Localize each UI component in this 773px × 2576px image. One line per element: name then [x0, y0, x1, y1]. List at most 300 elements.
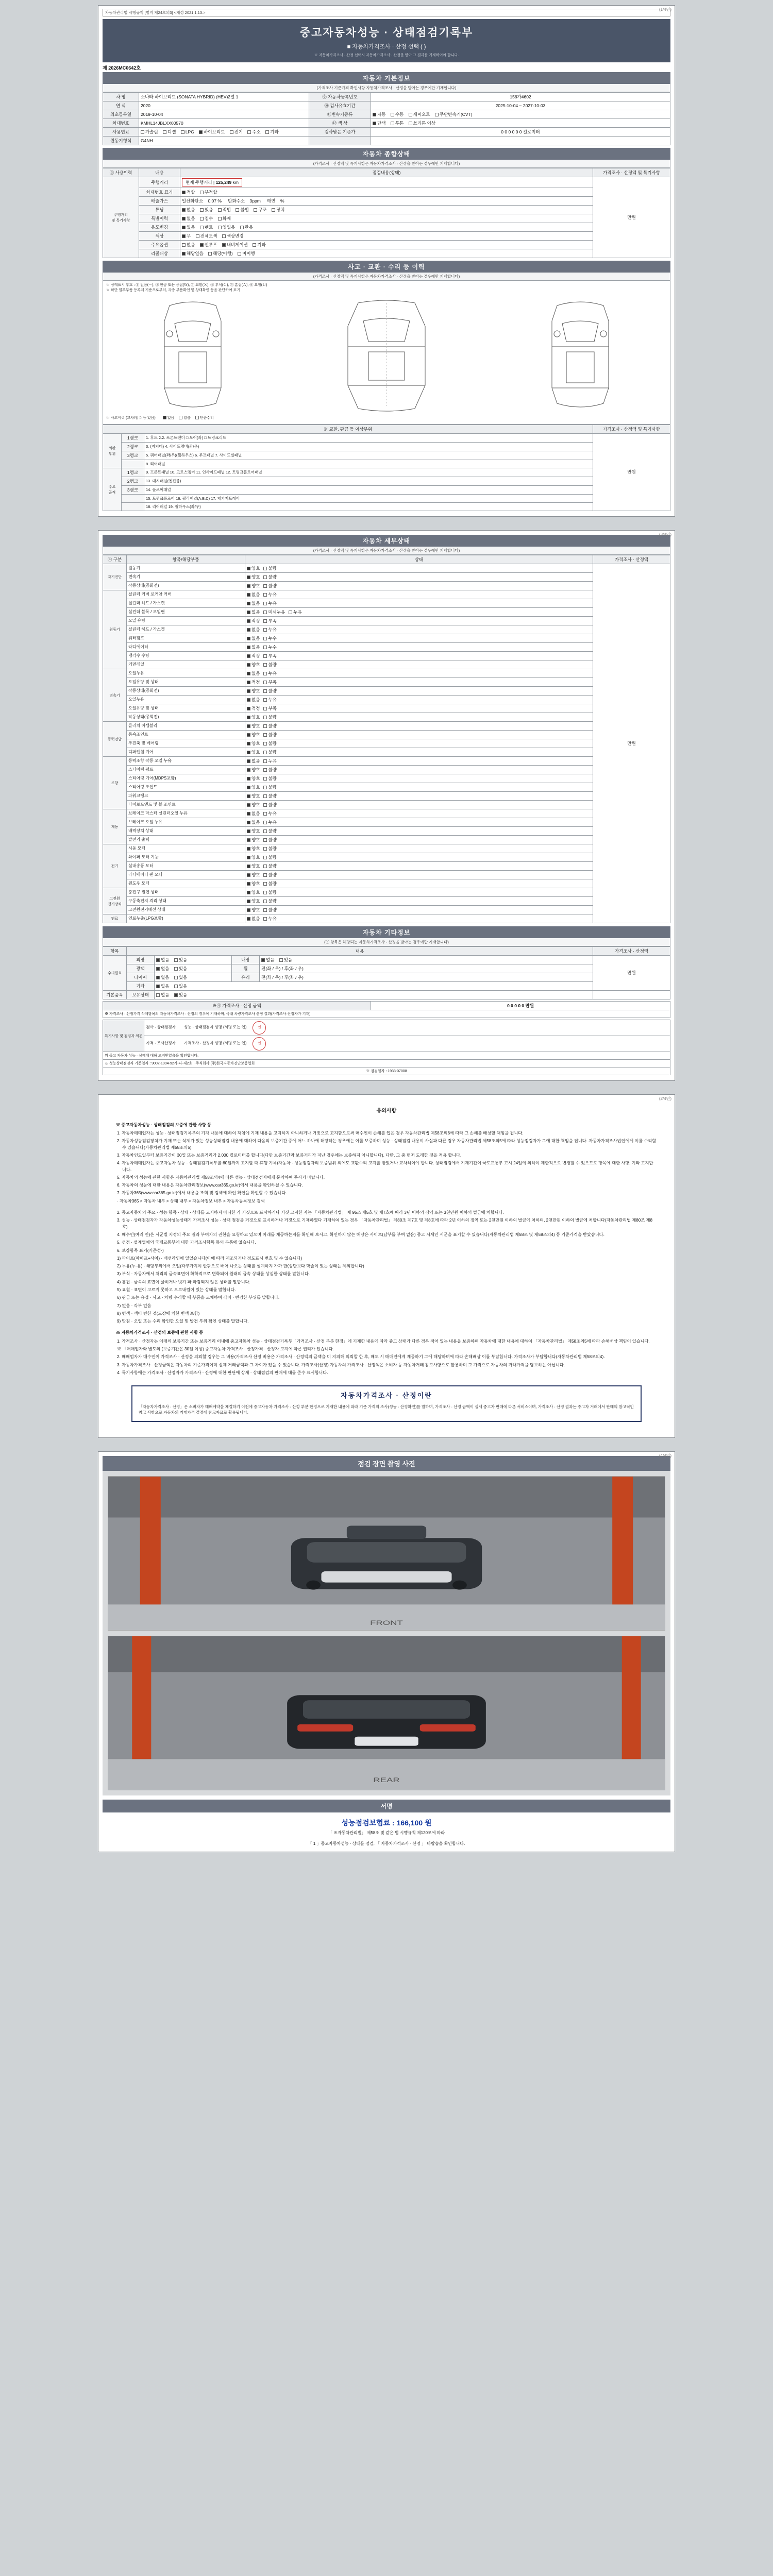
basic-label-engine-type: 원동기형식: [103, 137, 139, 145]
detail-item-name: 스티어링 조인트: [127, 783, 245, 791]
accident-parts-3a: 5. 쿼터패널(좌/우)(휠하우스) 6. 루프패널 7. 사이드실패널: [144, 451, 593, 460]
detail-item-name: 실린더 블록 / 오일팬: [127, 607, 245, 616]
detail-opt-1[interactable]: 누유: [263, 600, 276, 606]
detail-opt-1[interactable]: 불량: [263, 574, 276, 580]
detail-opt-1[interactable]: 누유: [263, 916, 276, 922]
detail-opt-1[interactable]: 누유: [263, 810, 276, 817]
notice-paragraph: 6. 자동차의 성능에 대한 내용은 자동차관리정보(www.car365.go.kr)에서 내용을 확인하실 수 있습니다.: [117, 1183, 304, 1188]
detail-opt-1[interactable]: 불량: [263, 863, 276, 869]
notice-section-3-title: ※ 자동차가격조사 · 산정의 보증에 관한 사항 등: [116, 1330, 204, 1335]
detail-opt-0[interactable]: 양호: [247, 775, 260, 782]
wheel-pos[interactable]: 전(좌 / 우) / 후(좌 / 우): [261, 965, 304, 971]
detail-opt-1[interactable]: 불량: [263, 872, 276, 878]
accident-history-label: ※ 사고이력 (교차/침수 등 있음): [106, 416, 156, 420]
detail-opt-1[interactable]: 불량: [263, 732, 276, 738]
detail-group-label: 전기: [103, 844, 127, 888]
detail-opt-0[interactable]: 양호: [247, 565, 260, 571]
special-opt-flood[interactable]: 침수: [200, 215, 213, 222]
section-basic-info-bar: 자동차 기본정보: [103, 72, 670, 84]
fee-note-2: 「 1 」중고자동차성능 · 상태를 점검, 「 자동차가격조사 · 산정 」 바랍습을 확인합니다.: [308, 1841, 465, 1846]
accident-opt-simple[interactable]: 단순수리: [195, 416, 214, 421]
accident-rank-4b: [122, 494, 144, 502]
notice-section-2: [116, 1210, 657, 1325]
notice-paragraph: 8) 변색 · 색이 변한 것(도장에 의한 변색 포함): [117, 1311, 200, 1316]
option-opt-none[interactable]: 없음: [182, 242, 195, 248]
basic-value-firstreg: 2019-10-04: [139, 110, 309, 119]
detail-row: [103, 607, 670, 616]
vin-opt-ok[interactable]: 적합: [182, 189, 195, 195]
glass-pos[interactable]: 전(좌 / 우) / 후(좌 / 우): [261, 974, 304, 980]
basic-value-carname: 소나타 하이브리드 (SONATA HYBRID) (HEV)2열 1: [139, 93, 309, 101]
tuning-opt-structure[interactable]: 구조: [254, 207, 266, 213]
detail-opt-0[interactable]: 양호: [247, 784, 260, 790]
section-detail-bar: 자동차 세부상태: [103, 535, 670, 547]
detail-opt-0[interactable]: 양호: [247, 802, 260, 808]
detail-item-state: [245, 870, 593, 879]
document-subnote: ※ 자동차가격조사 · 산정 선택시 자동차가격조사 · 산정을 받아 그 결과를 기재하여야 합니다.: [314, 54, 459, 58]
notice-paragraph: 5. 자동차의 성능에 관한 사항은 자동차관리법 제58조의4에 따른 성능 · 상태점검자에게 문의하여 주시기 바랍니다.: [117, 1175, 325, 1180]
svg-text:REAR: REAR: [373, 1776, 400, 1784]
etc-col-2: 내용: [127, 946, 593, 955]
etc-std-sub: 보유상태: [127, 990, 155, 999]
detail-row: [103, 844, 670, 853]
detail-item-state: [245, 914, 593, 923]
notice-paragraph: 2. 자동차성능점검장치가 기재 또는 삭제가 있는 성능상태점검 내용에 대하여 다음의 보증기간 중에 어느 하나에 해당하는 경우에는 이를 보증하며 성능 · 상태점검 내용이 사실과 다른 경우 자동차관리법 제58조의5에 따라 성능점검자가 그에 대한 책임을 집니다. 자동차가격조사법인에게 이를 수리할 수 있습니다(자동차관리법 제58조의5).: [117, 1139, 657, 1150]
inspector-stamp-icon: 인: [253, 1021, 266, 1035]
fuel-opt-diesel[interactable]: 디젤: [163, 129, 176, 135]
detail-opt-0[interactable]: 없음: [247, 635, 260, 641]
fuel-opt-gasoline[interactable]: 가솔린: [141, 129, 158, 135]
recall-opt-yes[interactable]: 해당(이행): [208, 250, 233, 257]
detail-opt-0[interactable]: 양호: [247, 793, 260, 799]
etc-label-tire: 타이어: [127, 973, 155, 981]
basic-value-engine-type: G4NH: [139, 137, 309, 145]
detail-row: [103, 616, 670, 625]
basic-value-regnum: 156가4602: [371, 93, 670, 101]
detail-opt-0[interactable]: 없음: [247, 609, 260, 615]
detail-row: [103, 572, 670, 581]
ext-opt-yes[interactable]: 있음: [174, 957, 187, 963]
accident-diagram-area: [103, 281, 670, 424]
emission-smoke-label[interactable]: 매연: [267, 198, 276, 204]
detail-opt-1[interactable]: 불량: [263, 688, 276, 694]
detail-item-name: 오일유량 및 상태: [127, 677, 245, 686]
detail-item-name: 충전구 절연 상태: [127, 888, 245, 896]
detail-opt-1[interactable]: 불량: [263, 749, 276, 755]
detail-opt-1[interactable]: 불량: [263, 845, 276, 852]
detail-opt-0[interactable]: 양호: [247, 767, 260, 773]
accident-rank-2a: 2랭크: [122, 442, 144, 451]
detail-opt-0[interactable]: 없음: [247, 591, 260, 598]
detail-item-name: 브레이크 오일 누유: [127, 818, 245, 826]
detail-item-name: 연료누출(LPG포함): [127, 914, 245, 923]
detail-opt-0[interactable]: 양호: [247, 828, 260, 834]
detail-opt-1[interactable]: 부족: [263, 679, 276, 685]
detail-opt-1[interactable]: 부족: [263, 705, 276, 711]
detail-group-label: 동력전달: [103, 721, 127, 756]
section-overall-bar: 자동차 종합상태: [103, 148, 670, 160]
document-subtitle: ■ 자동차가격조사 · 산정 선택 ( ): [347, 44, 426, 50]
detail-item-state: [245, 739, 593, 748]
transmission-opt-auto[interactable]: 자동: [373, 111, 385, 117]
detail-row: [103, 642, 670, 651]
detail-opt-0[interactable]: 양호: [247, 723, 260, 729]
accident-parts-3b: 14. 플로어패널: [144, 485, 593, 494]
tuning-opt-yes[interactable]: 있음: [200, 207, 213, 213]
pol-opt-yes[interactable]: 있음: [174, 965, 187, 972]
overall-col-1: ③ 사용이력: [103, 168, 139, 177]
notice-paragraph: 6) 판금 또는 용접 · 사고 · 차량 수리할 때 부품을 교체하여 각이 · 변경한 부위를 말합니다.: [117, 1295, 280, 1300]
accident-rank-3a: 3랭크: [122, 451, 144, 460]
detail-opt-0[interactable]: 없음: [247, 819, 260, 825]
overall-row-label-tuning: 튜닝: [139, 206, 180, 214]
detail-opt-0[interactable]: 양호: [247, 662, 260, 668]
accident-opt-none[interactable]: 없음: [163, 416, 175, 421]
detail-opt-0[interactable]: 양호: [247, 688, 260, 694]
basic-label-vin: 차대번호: [103, 119, 139, 128]
signature-row-inspector: [144, 1020, 670, 1036]
transmission-opt-semi[interactable]: 세미오토: [409, 111, 430, 117]
tire-opt-yes[interactable]: 있음: [174, 974, 187, 980]
detail-opt-0[interactable]: 양호: [247, 863, 260, 869]
overall-row-label-special: 특별이력: [139, 214, 180, 223]
detail-opt-1[interactable]: 불량: [263, 837, 276, 843]
detail-item-state: [245, 572, 593, 581]
detail-opt-1[interactable]: 불량: [263, 767, 276, 773]
detail-item-state: [245, 616, 593, 625]
detail-item-state: [245, 774, 593, 783]
detail-opt-0[interactable]: 없음: [247, 670, 260, 676]
detail-opt-0[interactable]: 양호: [247, 907, 260, 913]
detail-opt-1[interactable]: 누유: [263, 591, 276, 598]
detail-opt-0[interactable]: 양호: [247, 854, 260, 860]
detail-opt-0[interactable]: 없음: [247, 758, 260, 764]
overall-row-label-color: 색상: [139, 232, 180, 241]
appraisal-definition-title: 자동차가격조사 · 산정이란: [341, 1392, 432, 1400]
detail-opt-1[interactable]: 불량: [263, 889, 276, 895]
detail-item-state: [245, 713, 593, 721]
detail-opt-0[interactable]: 적정: [247, 679, 260, 685]
overall-col-2: 내용: [139, 168, 180, 177]
detail-opt-0[interactable]: 양호: [247, 898, 260, 904]
color2-opt-all[interactable]: 전체도색: [196, 233, 217, 239]
detail-opt-0[interactable]: 적정: [247, 618, 260, 624]
detail-opt-0[interactable]: 양호: [247, 837, 260, 843]
detail-opt-1[interactable]: 불량: [263, 740, 276, 747]
transmission-opt-manual[interactable]: 수동: [391, 111, 404, 117]
std-opt-none[interactable]: 없음: [156, 992, 169, 998]
etc-col-3: 가격조사 · 산정액: [593, 946, 670, 955]
detail-row: [103, 564, 670, 572]
detail-opt-0[interactable]: 양호: [247, 749, 260, 755]
fuel-opt-hydrogen[interactable]: 수소: [247, 129, 260, 135]
ext-opt-none[interactable]: 없음: [156, 957, 169, 963]
detail-group-label: 연료: [103, 914, 127, 923]
notice-paragraph: 7) 없음 · 각부 없음: [117, 1303, 152, 1308]
detail-opt-0[interactable]: 없음: [247, 810, 260, 817]
special-opt-none[interactable]: 없음: [182, 215, 195, 222]
detail-opt-1[interactable]: 불량: [263, 880, 276, 887]
appraisal-definition-box: [131, 1385, 642, 1421]
detail-opt-1[interactable]: 불량: [263, 662, 276, 668]
detail-opt-1[interactable]: 누수: [263, 644, 276, 650]
detail-group-label: 자기진단: [103, 564, 127, 590]
detail-row: [103, 791, 670, 800]
notice-paragraph: 3. 자동차인도일부터 보증기간이 30일 또는 보증거리가 2,000 킬로미터를 합니다(다만 보증기간과 보증거리가 지난 경우에는 보증하지 아니합니다). 다만, 그 중 먼저 도래한 것을 적용 합니다.: [117, 1153, 462, 1158]
usage-opt-etc[interactable]: 관용: [240, 224, 253, 230]
overall-row-label-option: 주요옵션: [139, 241, 180, 249]
detail-opt-1[interactable]: 불량: [263, 784, 276, 790]
color2-opt-none[interactable]: 무: [182, 233, 191, 239]
overall-row-value-emission: [180, 197, 593, 206]
detail-opt-0[interactable]: 양호: [247, 889, 260, 895]
total-label: ※④ 가격조사 · 산정 금액: [103, 1001, 371, 1010]
detail-item-state: [245, 564, 593, 572]
detail-item-name: 실린더 커버 로커암 커버: [127, 590, 245, 599]
etc-label-other: 기타: [127, 981, 155, 990]
detail-row: [103, 800, 670, 809]
basic-value-color: [371, 119, 670, 128]
option-opt-etc[interactable]: 기타: [253, 242, 265, 248]
emission-hc-value: 3ppm: [249, 198, 261, 204]
accident-history-row: [106, 416, 667, 421]
detail-item-state: [245, 791, 593, 800]
basic-label-inspection: ⑩ 검사유효기간: [309, 101, 371, 110]
page-2-corner: (3/4면): [659, 532, 671, 537]
overall-row-label-mileage: 주행거리: [139, 177, 180, 188]
detail-opt-0[interactable]: 양호: [247, 740, 260, 747]
transmission-opt-cvt[interactable]: 무단변속기(CVT): [435, 111, 473, 117]
detail-opt-0[interactable]: 양호: [247, 880, 260, 887]
tuning-opt-none[interactable]: 없음: [182, 207, 195, 213]
detail-opt-1[interactable]: 누수: [263, 635, 276, 641]
detail-item-state: [245, 756, 593, 765]
usage-opt-biz[interactable]: 영업용: [218, 224, 236, 230]
special-opt-fire[interactable]: 화재: [218, 215, 231, 222]
detail-item-state: [245, 826, 593, 835]
detail-item-state: [245, 730, 593, 739]
document-number: [103, 64, 670, 71]
detail-opt-0[interactable]: 없음: [247, 600, 260, 606]
detail-opt-0[interactable]: 양호: [247, 583, 260, 589]
photo-rear-view: [108, 1636, 665, 1790]
fuel-opt-hybrid[interactable]: 하이브리드: [199, 129, 225, 135]
detail-row: [103, 660, 670, 669]
detail-item-state: [245, 835, 593, 844]
detail-row: [103, 625, 670, 634]
section-basic-info-subnote: (가격조사 기준가격 확인사항 자동차가격조사 · 산정을 받아는 경우에만 기재합니다): [103, 84, 670, 92]
overall-row-label-vin: 차대번호 표기: [139, 188, 180, 197]
detail-row: [103, 634, 670, 642]
detail-item-state: [245, 581, 593, 590]
usage-opt-rent[interactable]: 렌트: [200, 224, 213, 230]
tuning-opt-legal[interactable]: 적법: [218, 207, 231, 213]
etc-label-polish: 광택: [127, 964, 155, 973]
detail-item-name: 스티어링 기어(MDPS포함): [127, 774, 245, 783]
fuel-opt-electric[interactable]: 전기: [230, 129, 243, 135]
etc-std-value: [155, 990, 593, 999]
accident-parts-4a: 8. 리어패널: [144, 460, 593, 468]
photo-front-view: [108, 1476, 665, 1631]
detail-opt-0[interactable]: 양호: [247, 845, 260, 852]
notice-paragraph: 6. 보강항목 표기(기준성·): [117, 1248, 164, 1253]
tire-opt-none[interactable]: 없음: [156, 974, 169, 980]
overall-row-label-emission: 배출가스: [139, 197, 180, 206]
detail-row: [103, 599, 670, 607]
detail-opt-1[interactable]: 불량: [263, 723, 276, 729]
detail-opt-0[interactable]: 양호: [247, 574, 260, 580]
detail-opt-1[interactable]: 불량: [263, 775, 276, 782]
notice-paragraph: 3. 자동차가격조사 · 산정금액은 자동차의 기준가격이며 실제 거래금액과 그 차이가 있을 수 있습니다. 가격조사(산정) 자동차의 가격조사 · 산정액은 소비자 등 자동차거래 참고사항으로 활용하며 그 가격으로 자동차의 거래가격을 담보하는 아닙니다.: [117, 1362, 565, 1367]
recall-opt-no[interactable]: 해당없음: [182, 250, 204, 257]
detail-opt-1[interactable]: 누유: [263, 670, 276, 676]
notice-paragraph: · 자동차365 > 자동차 내부 > 상태 내부 > 자동차정보 내부 > 자동차등록정보 검색: [117, 1198, 265, 1204]
basic-label-blank1: [309, 137, 371, 145]
int-opt-none[interactable]: 없음: [261, 957, 274, 963]
fuel-opt-lpg[interactable]: LPG: [181, 129, 194, 134]
detail-opt-0[interactable]: 없음: [247, 626, 260, 633]
detail-opt-1[interactable]: 불량: [263, 793, 276, 799]
detail-group-label: 변속기: [103, 669, 127, 721]
detail-row: [103, 809, 670, 818]
other-opt-none[interactable]: 없음: [156, 983, 169, 989]
detail-opt-0[interactable]: 적정: [247, 653, 260, 659]
detail-item-state: [245, 625, 593, 634]
overall-row-value-color: [180, 232, 593, 241]
etc-value-interior: [260, 955, 593, 964]
detail-opt-1[interactable]: 불량: [263, 802, 276, 808]
detail-opt-1[interactable]: 부족: [263, 653, 276, 659]
notice-paragraph: 4. 자동차매매업자는 중고자동차 성능 · 상태점검기록부를 60일까지 고지할 때 휴행 기록(자동차 · 성능점검자의 보증범위 외에도 교환수리 고지를 받았거나 교차하여야 합니다. 상태점검에서 기재기간이 국토교통부 고시 24일에 의하여 제한적으로 변경할 수 있으므로 항목에 대한 사항, 기타 고지합니다.: [117, 1161, 653, 1172]
basic-value-blank1: [371, 137, 670, 145]
detail-opt-1[interactable]: 불량: [263, 828, 276, 834]
car-diagram-mid: [327, 295, 446, 414]
accident-opt-yes[interactable]: 있음: [179, 416, 191, 421]
detail-opt-1[interactable]: 누유: [263, 697, 276, 703]
notice-section-1-title: ※ 중고자동차성능 · 상태점검의 보증에 관한 사항 등: [116, 1122, 212, 1127]
detail-group-label: 조향: [103, 756, 127, 809]
detail-row: [103, 581, 670, 590]
overall-row-value-usage: [180, 223, 593, 232]
notice-paragraph: 2) 누유(누·유) · 해당부위에서 오일(각부가지여 안팎으로 배어 나오는 상태를 설계하지 가까 한(상단보다 학술이 있는 상태는 제외합니다): [117, 1264, 364, 1269]
detail-opt-1[interactable]: 누유: [263, 626, 276, 633]
overall-row-value-tuning: [180, 206, 593, 214]
vin-opt-ng[interactable]: 부적합: [200, 189, 217, 195]
detail-item-name: 고전원전기배선 상태: [127, 905, 245, 914]
detail-opt-1[interactable]: 불량: [263, 583, 276, 589]
etc-repair-label: 수리필요: [103, 955, 127, 990]
page-1: [98, 5, 675, 517]
option-opt-sunroof[interactable]: 썬루프: [200, 242, 217, 248]
detail-item-name: 등속조인트: [127, 730, 245, 739]
fee-note-1: 「 ※자동차관리법」 제58조 및 같은 법 시행규칙 제120조에 따라: [328, 1830, 445, 1835]
detail-opt-0[interactable]: 양호: [247, 732, 260, 738]
detail-row: [103, 896, 670, 905]
detail-opt-1[interactable]: 불량: [263, 714, 276, 720]
sig-appraiser-value: 가격조사 · 산정자 성명 (서명 또는 인): [183, 1040, 247, 1045]
overall-row-value-vin: [180, 188, 593, 197]
detail-opt-1[interactable]: 불량: [263, 565, 276, 571]
appraisal-definition-body: 「자동차가격조사 · 산정」은 소비자가 매매계약을 체결하기 이전에 중고자동차 가격조사 · 산정 부분 한정으로 기재한 내용에 따라 기준 가격의 조사(성능 · 산정확인)를 말하며, 가격조사 · 산정 금액이 실제 중고차 판매에 따른 서비스이며, 가격조사 · 산정 결과는 중고차 거래에서 판매의 참고적인 참고 사항으로 자동차의 거래가격 결정에 참고자료로 활용됩니다.: [139, 1404, 634, 1415]
accident-note-2: ※ 하단 일부부품 등록계 기준으로부터, 각종 부품확인 및 상태확인 등을 판단하여 표기: [106, 289, 241, 293]
detail-opt-0[interactable]: 없음: [247, 916, 260, 922]
recall-opt-notdone[interactable]: 미이행: [238, 250, 255, 257]
document-number-value: 2026MC0642호: [108, 65, 141, 71]
detail-item-name: 실린더 헤드 / 가스켓: [127, 599, 245, 607]
detail-price-cell: 만원: [593, 564, 670, 923]
detail-opt-0[interactable]: 없음: [247, 697, 260, 703]
fee-label: 성능점검보험료 :: [341, 1818, 395, 1827]
detail-opt-1[interactable]: 불량: [263, 854, 276, 860]
svg-text:FRONT: FRONT: [370, 1619, 403, 1626]
detail-item-state: [245, 695, 593, 704]
tuning-opt-device[interactable]: 장치: [272, 207, 284, 213]
detail-opt-0[interactable]: 없음: [247, 644, 260, 650]
basic-label-color: ⑫ 색 상: [309, 119, 371, 128]
emission-hc-label[interactable]: 탄화수소: [228, 198, 245, 204]
color2-opt-part[interactable]: 색상변경: [222, 233, 244, 239]
detail-opt-1[interactable]: 부족: [263, 618, 276, 624]
detail-col-1: ④ 구분: [103, 555, 127, 564]
pol-opt-none[interactable]: 없음: [156, 965, 169, 972]
detail-opt-1[interactable]: 불량: [263, 907, 276, 913]
detail-opt-0[interactable]: 적정: [247, 705, 260, 711]
document-title-bar: [103, 19, 670, 62]
photo-area: [103, 1471, 670, 1795]
detail-group-label: 고전원 전기장치: [103, 888, 127, 914]
detail-opt-1[interactable]: 미세누유: [263, 609, 285, 615]
detail-item-state: [245, 809, 593, 818]
emission-co-label[interactable]: 일산화탄소: [182, 198, 204, 204]
color-opt-single[interactable]: 단색: [373, 120, 385, 126]
basic-label-transmission: ⑪변속기종류: [309, 110, 371, 119]
detail-row: [103, 713, 670, 721]
int-opt-yes[interactable]: 있음: [279, 957, 292, 963]
std-opt-yes[interactable]: 있음: [174, 992, 187, 998]
option-opt-nav[interactable]: 내비게이션: [222, 242, 248, 248]
detail-opt-1[interactable]: 누유: [263, 819, 276, 825]
detail-opt-0[interactable]: 양호: [247, 872, 260, 878]
notice-paragraph: 5) 요철 · 표면이 고르지 못하고 오르내림이 있는 상태를 말합니다.: [117, 1287, 236, 1292]
detail-item-name: 추진축 및 베어링: [127, 739, 245, 748]
notice-paragraph: ※ 「매매업자와 별도의 (보증기간은 30일 이상) 중고자동차 가격조사 · 산정가격 · 산정자 고지에 따른 권리가 있습니다.: [117, 1347, 334, 1352]
detail-item-name: 디퍼렌셜 기어: [127, 748, 245, 756]
detail-row: [103, 861, 670, 870]
basic-label-mileage-std: 검사받은 기준가: [309, 128, 371, 137]
overall-row-label-usage: 용도변경: [139, 223, 180, 232]
notice-paragraph: 4. 매수인(여러 인)은 시군별 지정의 주요 결과 부여자의 권한을 요청하고 있으며 아래를 제공하는지를 확인해 보시고, 확인하지 않는 해당은 사이로(남부를 부여 없음) 중고 시세인 시군을 표기할 수 있습니다(자동차관리법 제58조 및 제58조의4) 등 기준가격을 받았습니다.: [117, 1232, 604, 1237]
detail-item-state: [245, 669, 593, 677]
accident-rank-1a: 1랭크: [122, 433, 144, 442]
other-opt-yes[interactable]: 있음: [174, 983, 187, 989]
tuning-opt-illegal[interactable]: 불법: [236, 207, 248, 213]
fuel-opt-etc[interactable]: 기타: [265, 129, 278, 135]
detail-row: [103, 914, 670, 923]
etc-value-polish: [155, 964, 232, 973]
detail-item-state: [245, 905, 593, 914]
detail-opt-1[interactable]: 불량: [263, 898, 276, 904]
detail-opt-2[interactable]: 누유: [289, 609, 301, 615]
color-opt-three[interactable]: 쓰리톤 이상: [409, 120, 435, 126]
color-opt-two[interactable]: 투톤: [391, 120, 404, 126]
usage-opt-none[interactable]: 없음: [182, 224, 195, 230]
detail-opt-1[interactable]: 누유: [263, 758, 276, 764]
detail-opt-0[interactable]: 양호: [247, 714, 260, 720]
notice-paragraph: 1) 파이프(파이프+사이) · 배선라인에 있었습니다(이에 따라 제조되거나 정도표시 번호 및 수 없습니다): [117, 1256, 303, 1261]
sig-appraiser-key: 가격 · 조사산정자: [146, 1040, 176, 1045]
detail-item-name: 구동축전지 격리 상태: [127, 896, 245, 905]
detail-item-name: 오일 유량: [127, 616, 245, 625]
